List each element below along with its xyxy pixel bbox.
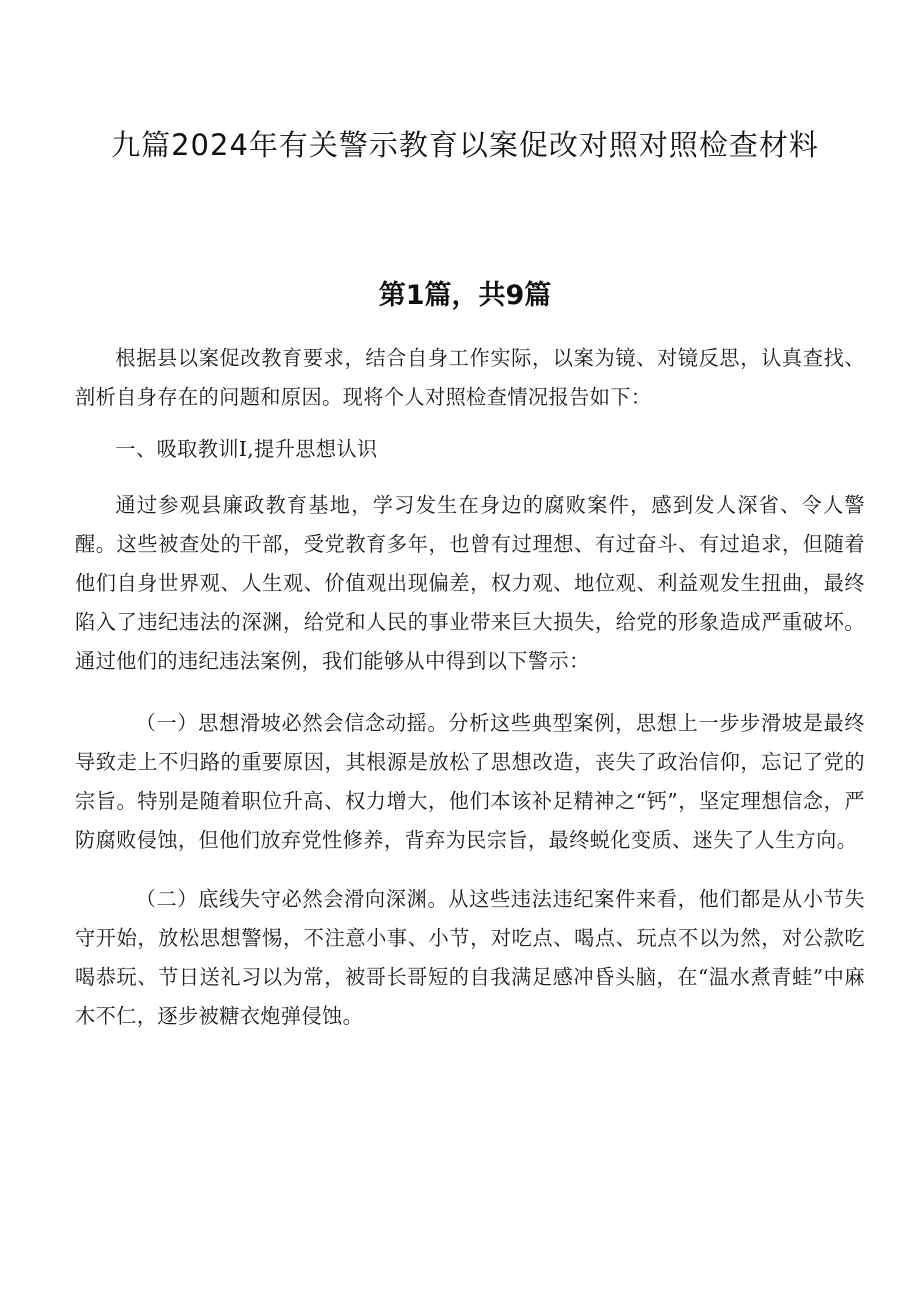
document-title: 九篇2024年有关警示教育以案促改对照对照检查材料 bbox=[111, 128, 819, 162]
document-subtitle: 第1篇，共9篇 bbox=[378, 280, 552, 311]
document-body bbox=[75, 339, 865, 1036]
section-body-paragraph: 通过参观县廉政教育基地，学习发生在身边的腐败案件，感到发人深省、令人警醒。这些被查处的干部，受党教育多年，也曾有过理想、有过奋斗、有过追求，但随着他们自身世界观、人生观、价值观出现偏差，权力观、地位观、利益观发生扭曲，最终陷入了违纪违法的深渊，给党和人民的事业带来巨大损失，给党的形象造成严重破坏。通过他们的违纪违法案例，我们能够从中得到以下警示： bbox=[75, 493, 865, 673]
point-two-paragraph: （二）底线失守必然会滑向深渊。从这些违法违纪案件来看，他们都是从小节失守开始，放松思想警惕，不注意小事、小节，对吃点、喝点、玩点不以为然，对公款吃喝恭玩、节日送礼习以为常，被哥长哥短的自我满足感冲昏头脑，在“温水煮青蛙”中麻木不仁，逐步被糖衣炮弹侵蚀。 bbox=[75, 887, 865, 1028]
section-heading: 一、吸取教训I,提升思想认识 bbox=[115, 437, 378, 461]
intro-paragraph: 根据县以案促改教育要求，结合自身工作实际，以案为镜、对镜反思，认真查找、剖析自身存在的问题和原因。现将个人对照检查情况报告如下： bbox=[75, 346, 865, 409]
point-one-paragraph: （一）思想滑坡必然会信念动摇。分析这些典型案例，思想上一步步滑坡是最终导致走上不归路的重要原因，其根源是放松了思想改造，丧失了政治信仰，忘记了党的宗旨。特别是随着职位升高、权力增大，他们本该补足精神之“钙”，坚定理想信念，严防腐败侵蚀，但他们放弃党性修养，背弃为民宗旨，最终蜕化变质、迷失了人生方向。 bbox=[75, 711, 865, 852]
